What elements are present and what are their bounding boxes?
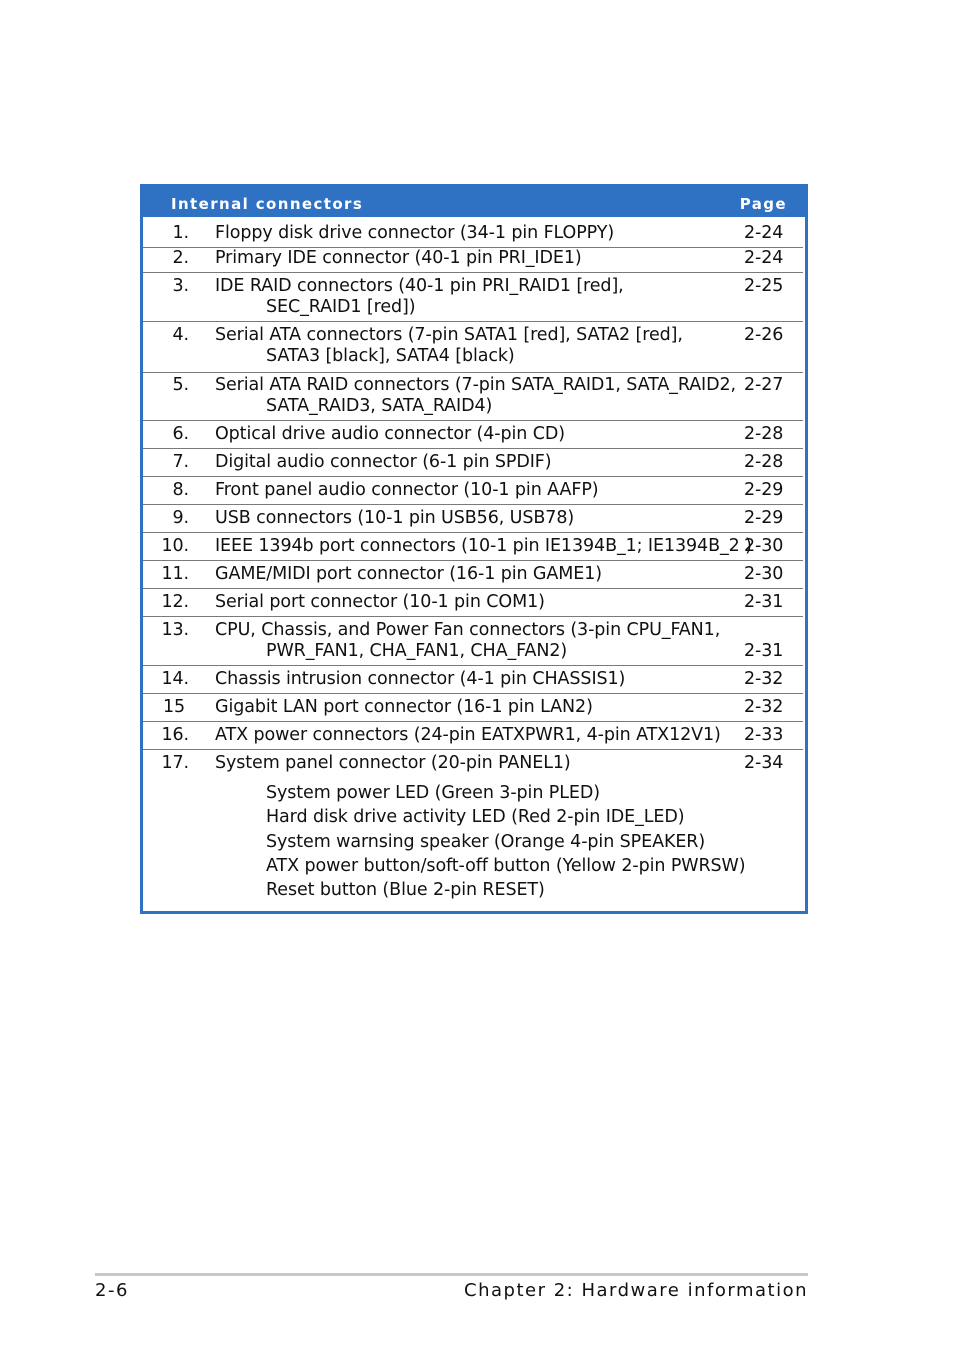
page-number: 2-6 (95, 1280, 129, 1301)
row-description: Serial ATA RAID connectors (7-pin SATA_RAID1, SATA_RAID2, SATA_RAID3, SATA_RAID4) (215, 375, 736, 416)
footer-divider (95, 1273, 808, 1276)
row-description: Serial ATA connectors (7-pin SATA1 [red], SATA2 [red], SATA3 [black], SATA4 [black) (215, 325, 683, 366)
table-row (143, 533, 803, 561)
table-row (143, 248, 803, 273)
row-description: Optical drive audio connector (4-pin CD) (215, 424, 565, 444)
header-title: Internal connectors (171, 195, 364, 213)
row-number: 8. (172, 480, 189, 500)
table-row (143, 373, 803, 421)
row-number: 12. (161, 592, 189, 612)
table-row (143, 666, 803, 694)
row-page: 2-31 (744, 592, 784, 612)
row-number: 14. (161, 669, 189, 689)
row-description: Floppy disk drive connector (34-1 pin FLOPPY) (215, 223, 615, 243)
list-item: System warnsing speaker (Orange 4-pin SPEAKER) (266, 831, 706, 852)
row-description: Chassis intrusion connector (4-1 pin CHASSIS1) (215, 669, 626, 689)
row-description: USB connectors (10-1 pin USB56, USB78) (215, 508, 575, 528)
row-page: 2-33 (744, 725, 784, 745)
table-row (143, 750, 803, 910)
row-number: 11. (161, 564, 189, 584)
table-row (143, 449, 803, 477)
row-number: 13. (161, 620, 189, 640)
row-description: System panel connector (20-pin PANEL1) (215, 753, 571, 773)
table-row (143, 722, 803, 750)
row-number: 15 (163, 697, 186, 717)
row-number: 4. (172, 325, 189, 345)
row-number: 7. (172, 452, 189, 472)
chapter-title: Chapter 2: Hardware information (464, 1280, 808, 1301)
row-number: 2. (172, 248, 189, 268)
list-item: Hard disk drive activity LED (Red 2-pin IDE_LED) (266, 807, 685, 828)
row-description: GAME/MIDI port connector (16-1 pin GAME1) (215, 564, 602, 584)
row-description: CPU, Chassis, and Power Fan connectors (3-pin CPU_FAN1, PWR_FAN1, CHA_FAN1, CHA_FAN2) (215, 620, 721, 661)
row-number: 9. (172, 508, 189, 528)
row-page: 2-29 (744, 480, 784, 500)
table-row (143, 694, 803, 722)
internal-connectors-table (140, 184, 808, 914)
row-description: Front panel audio connector (10-1 pin AAFP) (215, 480, 599, 500)
row-page: 2-27 (744, 375, 784, 395)
row-number: 6. (172, 424, 189, 444)
table-row (143, 217, 803, 248)
table-row (143, 617, 803, 666)
row-number: 10. (161, 536, 189, 556)
row-description: Primary IDE connector (40-1 pin PRI_IDE1) (215, 248, 582, 268)
table-row (143, 561, 803, 589)
panel-connector-list (266, 781, 745, 902)
row-description: IEEE 1394b port connectors (10-1 pin IE1394B_1; IE1394B_2 ) (215, 536, 752, 556)
row-number: 16. (161, 725, 189, 745)
row-page: 2-26 (744, 325, 784, 345)
row-description: Gigabit LAN port connector (16-1 pin LAN2) (215, 697, 593, 717)
row-number: 3. (172, 276, 189, 296)
row-description: ATX power connectors (24-pin EATXPWR1, 4-pin ATX12V1) (215, 725, 721, 745)
table-row (143, 273, 803, 322)
list-item: Reset button (Blue 2-pin RESET) (266, 880, 545, 901)
row-description: Digital audio connector (6-1 pin SPDIF) (215, 452, 552, 472)
row-page: 2-29 (744, 508, 784, 528)
table-row (143, 589, 803, 617)
table-row (143, 322, 803, 373)
row-number: 17. (161, 753, 189, 773)
table-row (143, 505, 803, 533)
row-page: 2-30 (744, 564, 784, 584)
table-row (143, 477, 803, 505)
row-number: 1. (172, 223, 189, 243)
row-page: 2-28 (744, 424, 784, 444)
row-description: Serial port connector (10-1 pin COM1) (215, 592, 545, 612)
row-description: IDE RAID connectors (40-1 pin PRI_RAID1 [red], SEC_RAID1 [red]) (215, 276, 624, 317)
row-page: 2-24 (744, 248, 784, 268)
row-page: 2-34 (744, 753, 784, 773)
list-item: System power LED (Green 3-pin PLED) (266, 783, 600, 803)
table-row (143, 421, 803, 449)
row-page: 2-32 (744, 669, 784, 689)
table-header (143, 187, 805, 217)
row-page: 2-25 (744, 276, 784, 296)
header-page: Page (739, 195, 787, 213)
row-page: 2-32 (744, 697, 784, 717)
row-page: 2-31 (744, 641, 784, 661)
row-page: 2-30 (744, 536, 784, 556)
list-item: ATX power button/soft-off button (Yellow 2-pin PWRSW) (266, 855, 746, 876)
row-number: 5. (172, 375, 189, 395)
row-page: 2-24 (744, 223, 784, 243)
row-page: 2-28 (744, 452, 784, 472)
